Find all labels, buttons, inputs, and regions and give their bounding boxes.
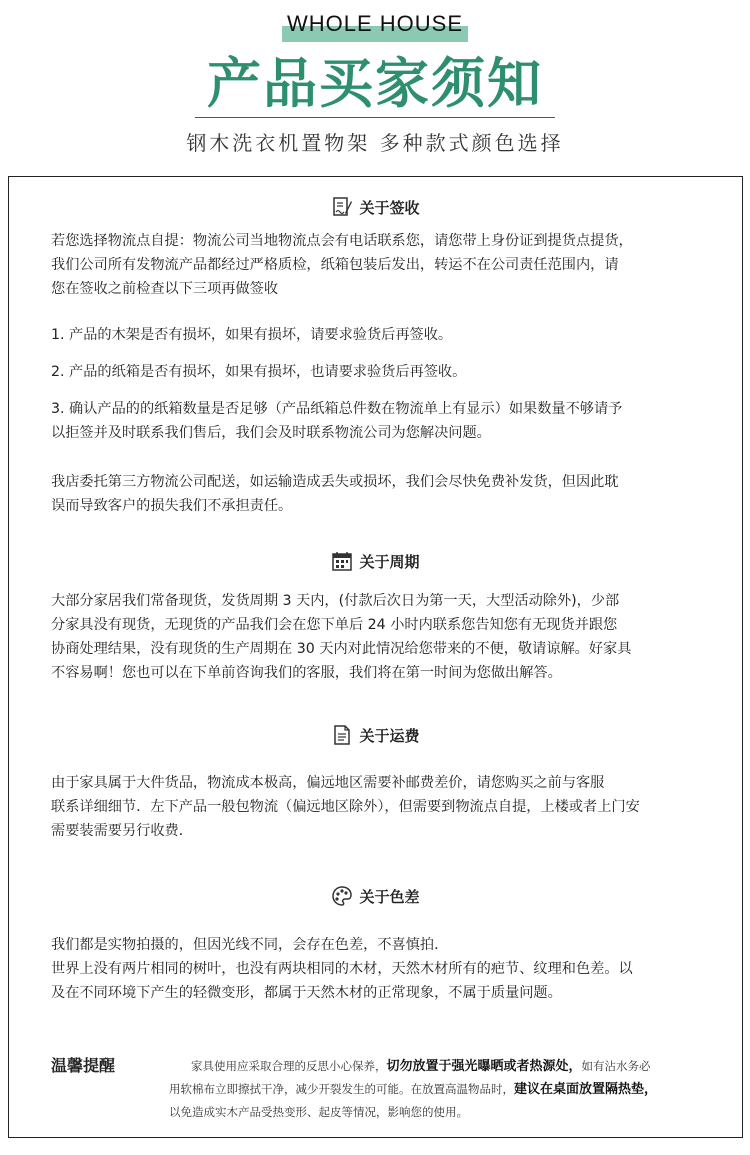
text-line: 大部分家居我们常备现货，发货周期 3 天内，(付款后次日为第一天，大型活动除外)，少部 [51,593,620,609]
section-heading-period [9,549,742,573]
shipping-text [51,771,711,843]
text-line: 我们都是实物拍摄的，但因光线不同，会存在色差，不喜慎拍． [51,937,449,953]
section-heading-shipping [9,723,742,747]
text-line: 协商处理结果，没有现货的生产周期在 30 天内对此情况给您带来的不便，敬请谅解。好家具 [51,641,632,657]
text-line: 联系详细细节．左下产品一般包物流（偏远地区除外），但需要到物流点自提，上楼或者上门安 [51,799,640,815]
text-line: 我店委托第三方物流公司配送，如运输造成丢失或损坏，我们会尽快免费补发货，但因此耽 [51,474,619,490]
tip-emphasis: 切勿放置于强光曝晒或者热源处， [386,1059,582,1074]
text-line: 您在签收之前检查以下三项再做签收 [51,281,279,297]
tip-body [169,1055,739,1123]
tip-text: 以免造成实木产品受热变形、起皮等情况，影响您的使用。 [169,1105,468,1119]
text-line: 世界上没有两片相同的树叶，也没有两块相同的木材，天然木材所有的疤节、纹理和色差。以 [51,961,633,977]
page-header [0,0,750,170]
receipt-item-3 [51,397,711,445]
text-line: 及在不同环境下产生的轻微变形，都属于天然木材的正常现象，不属于质量问题。 [51,985,562,1001]
tip-text: 家具使用应采取合理的反思小心保养， [191,1059,387,1073]
text-line: 2. 产品的纸箱是否有损坏，如果有损坏，也请要求验货后再签收。 [51,364,467,380]
text-line: 不容易啊！您也可以在下单前咨询我们的客服，我们将在第一时间为您做出解答。 [51,665,562,681]
receipt-intro [51,229,711,301]
section-title: 关于签收 [359,198,420,217]
page-title: 产品买家须知 [207,52,543,115]
title-divider [195,117,555,118]
palette-icon [331,885,353,907]
text-line: 我们公司所有发物流产品都经过严格质检，纸箱包装后发出，转运不在公司责任范围内，请 [51,257,619,273]
tip-emphasis: 建议在桌面放置隔热垫， [514,1082,658,1097]
period-text [51,589,711,685]
section-title: 关于运费 [359,726,420,745]
receipt-note [51,470,711,518]
tip-text: 用软棉布立即擦拭干净，减少开裂发生的可能。在放置高温物品时， [169,1082,514,1096]
text-line: 若您选择物流点自提：物流公司当地物流点会有电话联系您，请您带上身份证到提货点提货， [51,233,633,249]
section-heading-color [9,884,742,908]
notice-frame [8,176,743,1138]
section-title: 关于周期 [359,552,420,571]
document-icon [331,724,353,746]
text-line: 需要装需要另行收费． [51,823,193,839]
tip-text: 如有沾水务必 [581,1059,651,1073]
text-line: 分家具没有现货，无现货的产品我们会在您下单后 24 小时内联系您告知您有无现货并跟您 [51,617,618,633]
section-heading-receipt [9,195,742,219]
tip-line [169,1055,739,1078]
tip-line [169,1078,739,1101]
sign-document-icon [331,196,353,218]
text-line: 误而导致客户的损失我们不承担责任。 [51,498,293,514]
section-title: 关于色差 [359,887,420,906]
brand-banner [282,10,468,40]
tip-line [169,1101,739,1123]
color-text [51,933,711,1005]
text-line: 由于家具属于大件货品，物流成本极高，偏远地区需要补邮费差价，请您购买之前与客服 [51,775,605,791]
calendar-icon [331,550,353,572]
text-line: 以拒签并及时联系我们售后，我们会及时联系物流公司为您解决问题。 [51,425,491,441]
receipt-item-1 [51,323,711,347]
page-subtitle: 钢木洗衣机置物架 多种款式颜色选择 [186,131,564,155]
tip-label: 温馨提醒 [51,1056,116,1075]
receipt-item-2 [51,360,711,384]
brand-name: WHOLE HOUSE [286,11,464,36]
text-line: 3. 确认产品的的纸箱数量是否足够（产品纸箱总件数在物流单上有显示）如果数量不够请予 [51,401,623,417]
text-line: 1. 产品的木架是否有损坏，如果有损坏，请要求验货后再签收。 [51,327,453,343]
